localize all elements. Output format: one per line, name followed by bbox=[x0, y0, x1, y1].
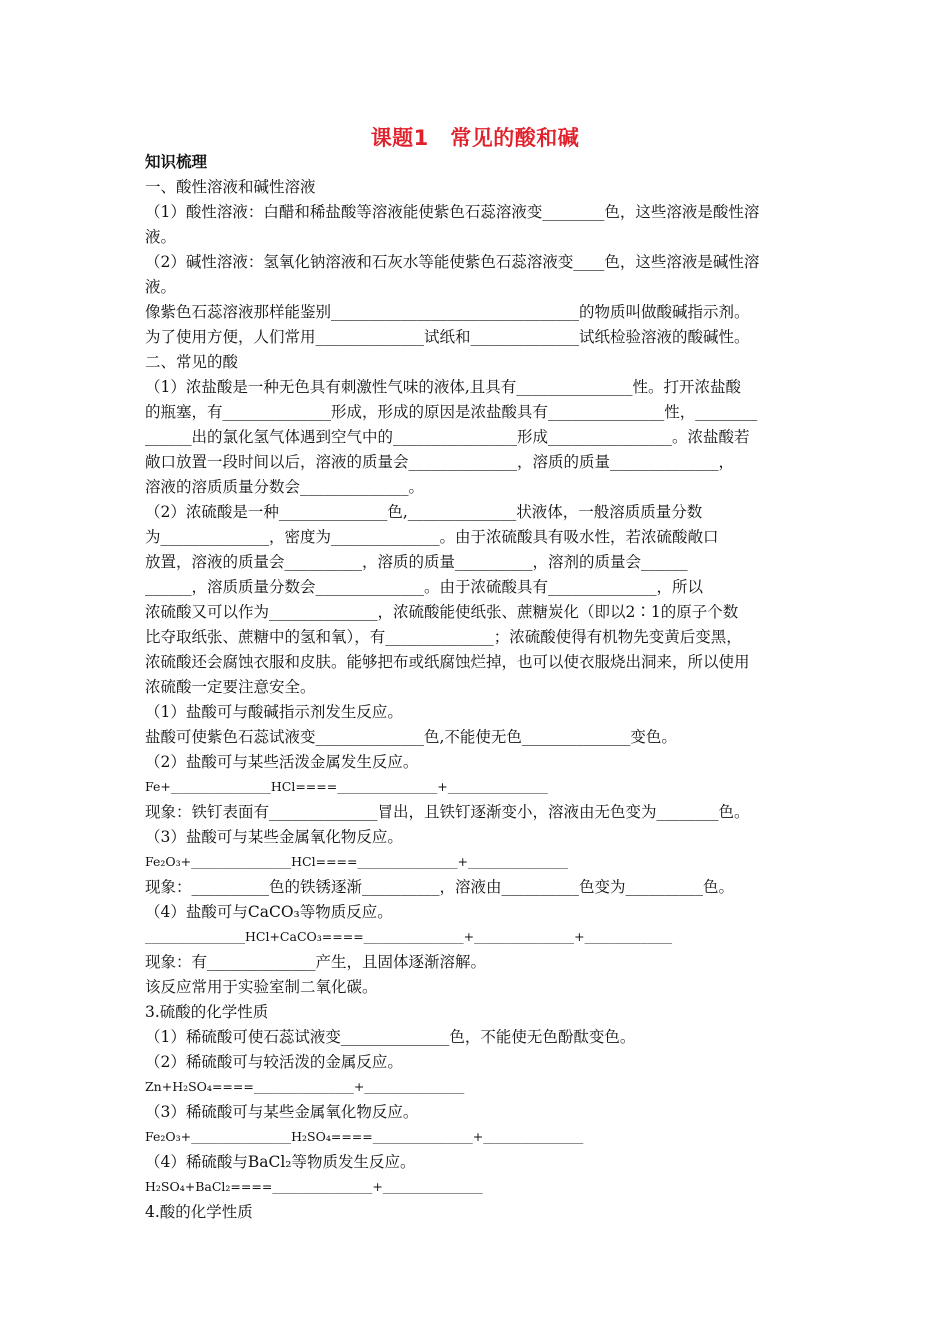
text-line: 液。 bbox=[145, 228, 177, 246]
equation-line: H₂SO₄+BaCl₂====________________+________________ bbox=[145, 1179, 483, 1194]
text-line: 盐酸可使紫色石蕊试液变______________色,不能使无色______________变色。 bbox=[145, 728, 677, 746]
text-line: 放置，溶液的质量会__________，溶质的质量__________，溶剂的质量会______ bbox=[145, 553, 688, 571]
text-line: 为______________，密度为______________。由于浓硫酸具有吸水性，若浓硫酸敞口 bbox=[145, 528, 719, 546]
text-line: （4）盐酸可与CaCO₃等物质反应。 bbox=[145, 903, 393, 921]
text-line: （1）稀硫酸可使石蕊试液变______________色，不能使无色酚酞变色。 bbox=[145, 1028, 636, 1046]
text-line: 4.酸的化学性质 bbox=[145, 1203, 253, 1221]
text-line: 现象：__________色的铁锈逐渐__________，溶液由__________色变为__________色。 bbox=[145, 878, 735, 896]
text-line: （2）盐酸可与某些活泼金属发生反应。 bbox=[145, 753, 419, 771]
text-line: 的瓶塞，有______________形成，形成的原因是浓盐酸具有_______________性，________ bbox=[145, 403, 758, 421]
section-heading: 知识梳理 bbox=[145, 153, 208, 171]
text-line: （2）浓硫酸是一种______________色,______________状液体，一般溶质质量分数 bbox=[145, 503, 703, 521]
text-line: （3）盐酸可与某些金属氧化物反应。 bbox=[145, 828, 403, 846]
text-line: 浓硫酸又可以作为______________，浓硫酸能使纸张、蔗糖炭化（即以2∶1的原子个数 bbox=[145, 603, 739, 621]
page-title: 课题1 常见的酸和碱 bbox=[370, 126, 580, 150]
text-line: 比夺取纸张、蔗糖中的氢和氧），有______________；浓硫酸使得有机物先变黄后变黑， bbox=[145, 628, 742, 646]
equation-line: Fe+________________HCl====________________+________________ bbox=[145, 779, 548, 794]
text-line: 一、酸性溶液和碱性溶液 bbox=[145, 178, 316, 196]
text-line: ______出的氯化氢气体遇到空气中的________________形成________________。浓盐酸若 bbox=[145, 428, 750, 446]
text-line: （3）稀硫酸可与某些金属氧化物反应。 bbox=[145, 1103, 419, 1121]
text-line: （4）稀硫酸与BaCl₂等物质发生反应。 bbox=[145, 1153, 416, 1171]
text-line: 浓硫酸一定要注意安全。 bbox=[145, 678, 316, 696]
text-line: 现象：有______________产生，且固体逐渐溶解。 bbox=[145, 953, 487, 971]
text-line: （1）盐酸可与酸碱指示剂发生反应。 bbox=[145, 703, 403, 721]
text-line: 该反应常用于实验室制二氧化碳。 bbox=[145, 978, 378, 996]
text-line: 液。 bbox=[145, 278, 177, 296]
text-line: ______，溶质质量分数会______________。由于浓硫酸具有______________，所以 bbox=[145, 578, 704, 596]
text-line: 像紫色石蕊溶液那样能鉴别________________________________的物质叫做酸碱指示剂。 bbox=[145, 303, 750, 321]
text-line: （2）碱性溶液：氢氧化钠溶液和石灰水等能使紫色石蕊溶液变____色，这些溶液是碱性溶 bbox=[145, 253, 760, 271]
text-line: 二、常见的酸 bbox=[145, 353, 239, 371]
text-line: 3.硫酸的化学性质 bbox=[145, 1003, 269, 1021]
text-line: 溶液的溶质质量分数会______________。 bbox=[145, 478, 425, 496]
equation-line: Zn+H₂SO₄====________________+________________ bbox=[145, 1079, 465, 1094]
text-line: 浓硫酸还会腐蚀衣服和皮肤。能够把布或纸腐蚀烂掉，也可以使衣服烧出洞来，所以使用 bbox=[145, 653, 750, 671]
text-line: 现象：铁钉表面有______________冒出，且铁钉逐渐变小，溶液由无色变为________色。 bbox=[145, 803, 750, 821]
text-line: （1）酸性溶液：白醋和稀盐酸等溶液能使紫色石蕊溶液变________色，这些溶液是酸性溶 bbox=[145, 203, 760, 221]
text-line: （2）稀硫酸可与较活泼的金属反应。 bbox=[145, 1053, 403, 1071]
text-line: 为了使用方便，人们常用______________试纸和______________试纸检验溶液的酸碱性。 bbox=[145, 328, 750, 346]
equation-line: Fe₂O₃+________________H₂SO₄====________________+________________ bbox=[145, 1129, 584, 1144]
equation-line: ________________HCl+CaCO₃====________________+________________+______________ bbox=[145, 929, 673, 944]
equation-line: Fe₂O₃+________________HCl====________________+________________ bbox=[145, 854, 568, 869]
text-line: （1）浓盐酸是一种无色具有刺激性气味的液体,且具有_______________性。打开浓盐酸 bbox=[145, 378, 742, 396]
text-line: 敞口放置一段时间以后，溶液的质量会______________，溶质的质量______________， bbox=[145, 453, 735, 471]
